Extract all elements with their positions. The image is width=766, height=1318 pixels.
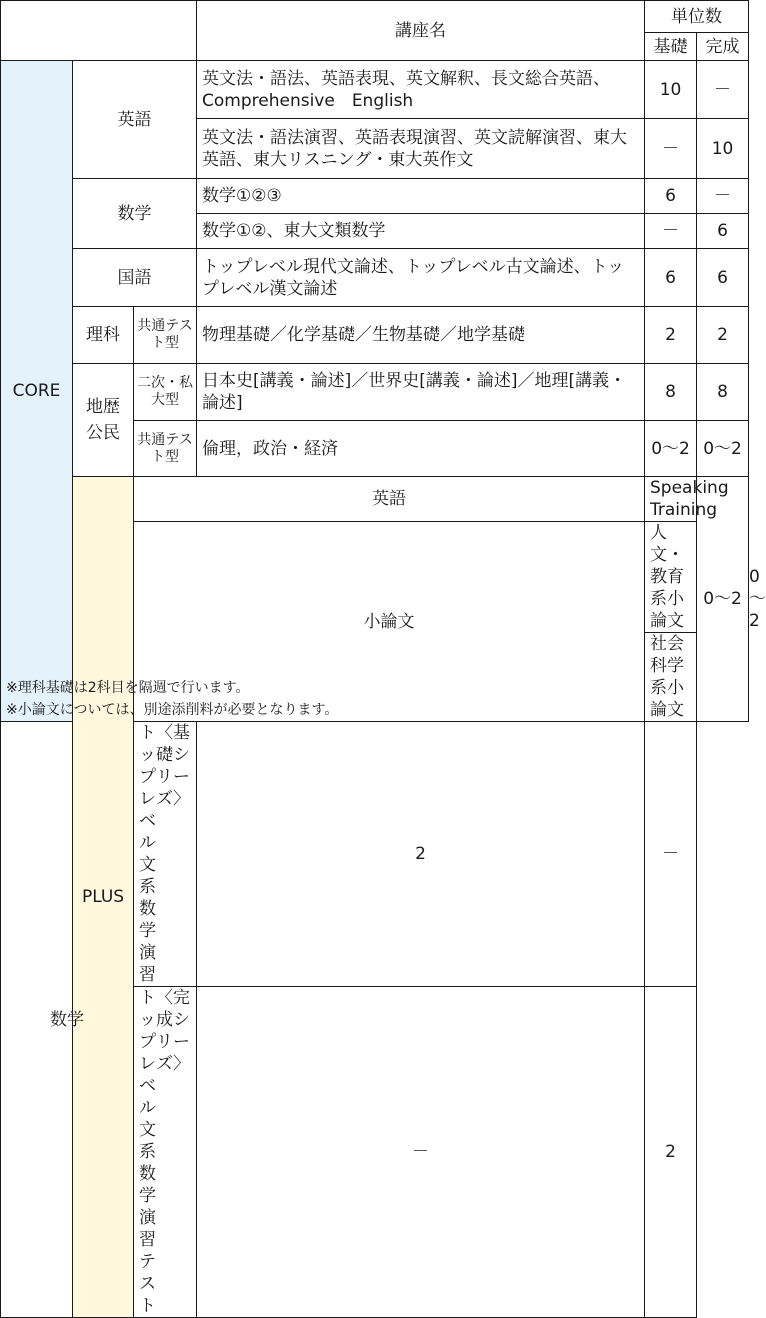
header-units: 単位数	[645, 1, 749, 33]
course-cell: 社会科学系小論文	[645, 633, 697, 722]
units-basic: 8	[645, 364, 697, 421]
course-cell: 日本史[講義・論述]／世界史[講義・論述]／地理[講義・論述]	[197, 364, 645, 421]
plus-label: PLUS	[73, 477, 134, 1318]
units-basic: 2	[197, 722, 645, 987]
subject-math: 数学	[1, 722, 134, 1318]
header-basic: 基礎	[645, 33, 697, 61]
units-complete: －	[697, 179, 749, 214]
exam-type: 二次・私大型	[134, 364, 197, 421]
course-cell: 倫理，政治・経済	[197, 421, 645, 477]
course-title: トップレベル文系数学演習テスト	[139, 988, 156, 1316]
units-complete: －	[697, 61, 749, 119]
units-complete: 8	[697, 364, 749, 421]
course-cell	[134, 722, 197, 987]
subject-social: 地歴公民	[73, 364, 134, 477]
course-cell: Speaking Training	[645, 477, 697, 522]
units-basic: 6	[645, 249, 697, 307]
footnote: ※理科基礎は2科目を隔週で行います。	[6, 680, 250, 696]
subject-english: 英語	[73, 61, 197, 179]
units-basic: 0～2	[697, 477, 749, 722]
units-basic: 0～2	[645, 421, 697, 477]
series-label: 〈完成シリーズ〉	[156, 988, 190, 1074]
footnotes	[6, 677, 338, 721]
units-basic: －	[645, 214, 697, 249]
core-label: CORE	[1, 61, 73, 722]
units-complete: 2	[697, 307, 749, 364]
exam-type: 共通テスト型	[134, 421, 197, 477]
subject-japanese: 国語	[73, 249, 197, 307]
header-course-name: 講座名	[197, 1, 645, 61]
units-basic: 10	[645, 61, 697, 119]
course-cell: 人文・教育系小論文	[645, 522, 697, 633]
course-cell: 英文法・語法演習、英語表現演習、英文読解演習、東大英語、東大リスニング・東大英作文	[197, 119, 645, 179]
subject-english: 英語	[134, 477, 645, 522]
header-complete: 完成	[697, 33, 749, 61]
exam-type: 共通テスト型	[134, 307, 197, 364]
units-basic: －	[197, 987, 645, 1318]
course-cell: トップレベル現代文論述、トップレベル古文論述、トップレベル漢文論述	[197, 249, 645, 307]
units-basic: 2	[645, 307, 697, 364]
course-cell	[134, 987, 197, 1318]
course-cell: 物理基礎／化学基礎／生物基礎／地学基礎	[197, 307, 645, 364]
units-complete: 0～2	[697, 421, 749, 477]
course-cell: 数学①②、東大文類数学	[197, 214, 645, 249]
subject-math: 数学	[73, 179, 197, 249]
footnote: ※小論文については、別途添削料が必要となります。	[6, 702, 339, 718]
header-empty-cell	[1, 1, 197, 61]
subject-science: 理科	[73, 307, 134, 364]
units-basic: 6	[645, 179, 697, 214]
series-label: 〈基礎シリーズ〉	[156, 723, 190, 809]
units-complete: 2	[645, 987, 697, 1318]
course-cell: 数学①②③	[197, 179, 645, 214]
subject-essay: 小論文	[134, 522, 645, 722]
units-complete: －	[645, 722, 697, 987]
course-title: トップレベル文系数学演習	[139, 723, 156, 985]
units-complete: 6	[697, 249, 749, 307]
units-complete: 10	[697, 119, 749, 179]
course-cell: 英文法・語法、英語表現、英文解釈、長文総合英語、Comprehensive English	[197, 61, 645, 119]
units-basic: －	[645, 119, 697, 179]
curriculum-table: 講座名 単位数 基礎 完成 CORE 英語 英文法・語法、英語表現、英文解釈、長文総合英語、Comprehensive English 10 － 英文法・語法演習、英語表現演習、英文読解演習、東大英語、東大リスニング・東大英作文 － 10 数学 数学①②③ 6 － 数学①②、東大文類数学 － 6 国語 トップレベル現代文論述、トップレベル古文論述、トップレベル漢文論述 6 6 理科 共通テスト型 物理基礎／化学基礎／生物基礎／地学基礎 2 2 地歴公民 二次・私大型 日本史[講義・論述]／世界史[講義・論述]／地理[講義・論述] 8 8 共通テスト型 倫理，政治・経済 0～2 0～2 PLUS 英語 Speaking Training 0～2 0～2 小論文 人文・教育系小論文 社会科学系小論文 数学 トップレベル文系数学演習 〈基礎シリーズ〉 2 － トップレベル文系数学演習テスト 〈完成シリーズ〉 － 2	[0, 0, 749, 1318]
units-complete: 6	[697, 214, 749, 249]
